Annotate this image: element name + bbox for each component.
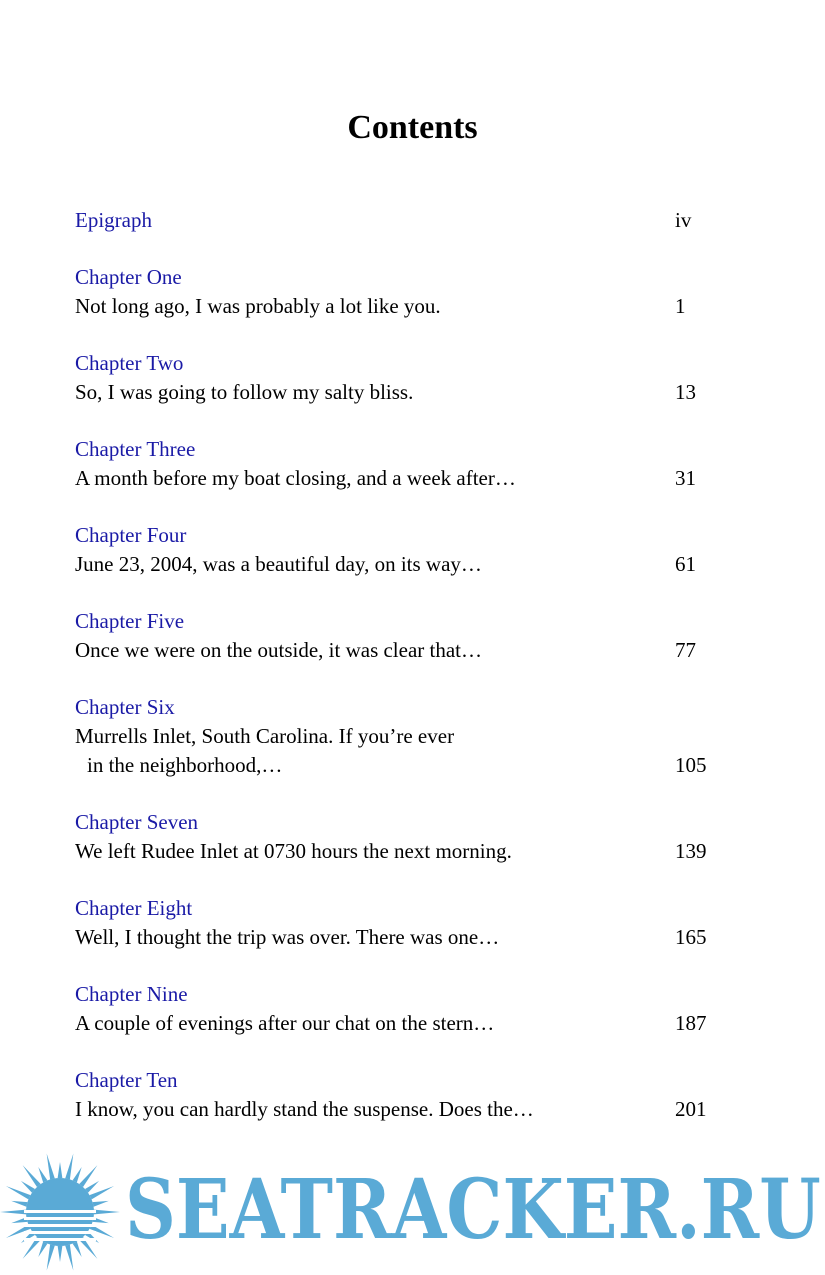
- toc-entry-epigraph: [75, 206, 775, 235]
- toc-entry-chapter-seven: [75, 808, 775, 866]
- page-number: 31: [675, 466, 696, 490]
- sun-ray: [90, 1186, 115, 1199]
- sun-ray: [0, 1210, 26, 1215]
- watermark-text: SEATRACKER.RU: [125, 1162, 821, 1258]
- page-number: 187: [675, 1011, 707, 1035]
- chapter-description: Not long ago, I was probably a lot like you.: [75, 294, 441, 318]
- sun-ray: [85, 1181, 99, 1193]
- sun-ray: [38, 1242, 47, 1258]
- sun-ray: [93, 1201, 109, 1207]
- toc-entry-chapter-six: [75, 693, 775, 780]
- sun-ray: [94, 1210, 120, 1215]
- chapter-description: We left Rudee Inlet at 0730 hours the next morning.: [75, 839, 512, 863]
- sun-ray: [73, 1167, 82, 1183]
- page-number: 77: [675, 638, 696, 662]
- sun-icon: [0, 1150, 125, 1275]
- toc-entry-chapter-one: [75, 263, 775, 321]
- toc-entry-chapter-three: [75, 435, 775, 493]
- toc-link-chapter-two[interactable]: Chapter Two: [75, 351, 184, 375]
- sun-ray: [11, 1201, 27, 1207]
- sun-ray: [6, 1186, 31, 1199]
- sun-ray: [47, 1245, 55, 1271]
- toc-link-chapter-eight[interactable]: Chapter Eight: [75, 896, 193, 920]
- sun-ray: [65, 1154, 73, 1180]
- sun-ray: [58, 1246, 63, 1262]
- toc-entry-chapter-nine: [75, 980, 775, 1038]
- toc-link-chapter-seven[interactable]: Chapter Seven: [75, 810, 199, 834]
- toc-entry-chapter-eight: [75, 894, 775, 952]
- sun-ray: [47, 1154, 55, 1180]
- chapter-description: So, I was going to follow my salty bliss.: [75, 380, 414, 404]
- page-number: 13: [675, 380, 696, 404]
- toc-link-chapter-ten[interactable]: Chapter Ten: [75, 1068, 178, 1092]
- toc-link-chapter-three[interactable]: Chapter Three: [75, 437, 196, 461]
- page-number: 201: [675, 1097, 707, 1121]
- page-number: 165: [675, 925, 707, 949]
- page-number: 139: [675, 839, 707, 863]
- toc-link-chapter-one[interactable]: Chapter One: [75, 265, 182, 289]
- page-number: 1: [675, 294, 686, 318]
- toc-link-chapter-four[interactable]: Chapter Four: [75, 523, 187, 547]
- toc-entry-chapter-ten: [75, 1066, 775, 1124]
- toc-link-chapter-six[interactable]: Chapter Six: [75, 695, 175, 719]
- page-number: 105: [675, 753, 707, 777]
- toc-entry-chapter-two: [75, 349, 775, 407]
- chapter-description: A couple of evenings after our chat on the stern…: [75, 1011, 495, 1035]
- toc-entry-chapter-five: [75, 607, 775, 665]
- chapter-description: Well, I thought the trip was over. There was one…: [75, 925, 500, 949]
- page-title: Contents: [347, 109, 478, 146]
- chapter-description: A month before my boat closing, and a week after…: [75, 466, 516, 490]
- page-number: 61: [675, 552, 696, 576]
- sun-ray: [21, 1181, 35, 1193]
- sun-ray: [65, 1245, 73, 1271]
- chapter-description: Murrells Inlet, South Carolina. If you’re ever: [75, 724, 455, 748]
- sun-ray: [58, 1162, 63, 1178]
- chapter-description: I know, you can hardly stand the suspense. Does the…: [75, 1097, 534, 1121]
- sun-ray: [38, 1167, 47, 1183]
- page-number: iv: [675, 208, 692, 232]
- chapter-description-continued: in the neighborhood,…: [87, 753, 283, 777]
- sun-ray: [73, 1242, 82, 1258]
- toc-entry-chapter-four: [75, 521, 775, 579]
- chapter-description: Once we were on the outside, it was clear that…: [75, 638, 483, 662]
- chapter-description: June 23, 2004, was a beautiful day, on its way…: [75, 552, 482, 576]
- toc-link-epigraph[interactable]: Epigraph: [75, 208, 152, 232]
- toc-link-chapter-nine[interactable]: Chapter Nine: [75, 982, 188, 1006]
- toc-link-chapter-five[interactable]: Chapter Five: [75, 609, 185, 633]
